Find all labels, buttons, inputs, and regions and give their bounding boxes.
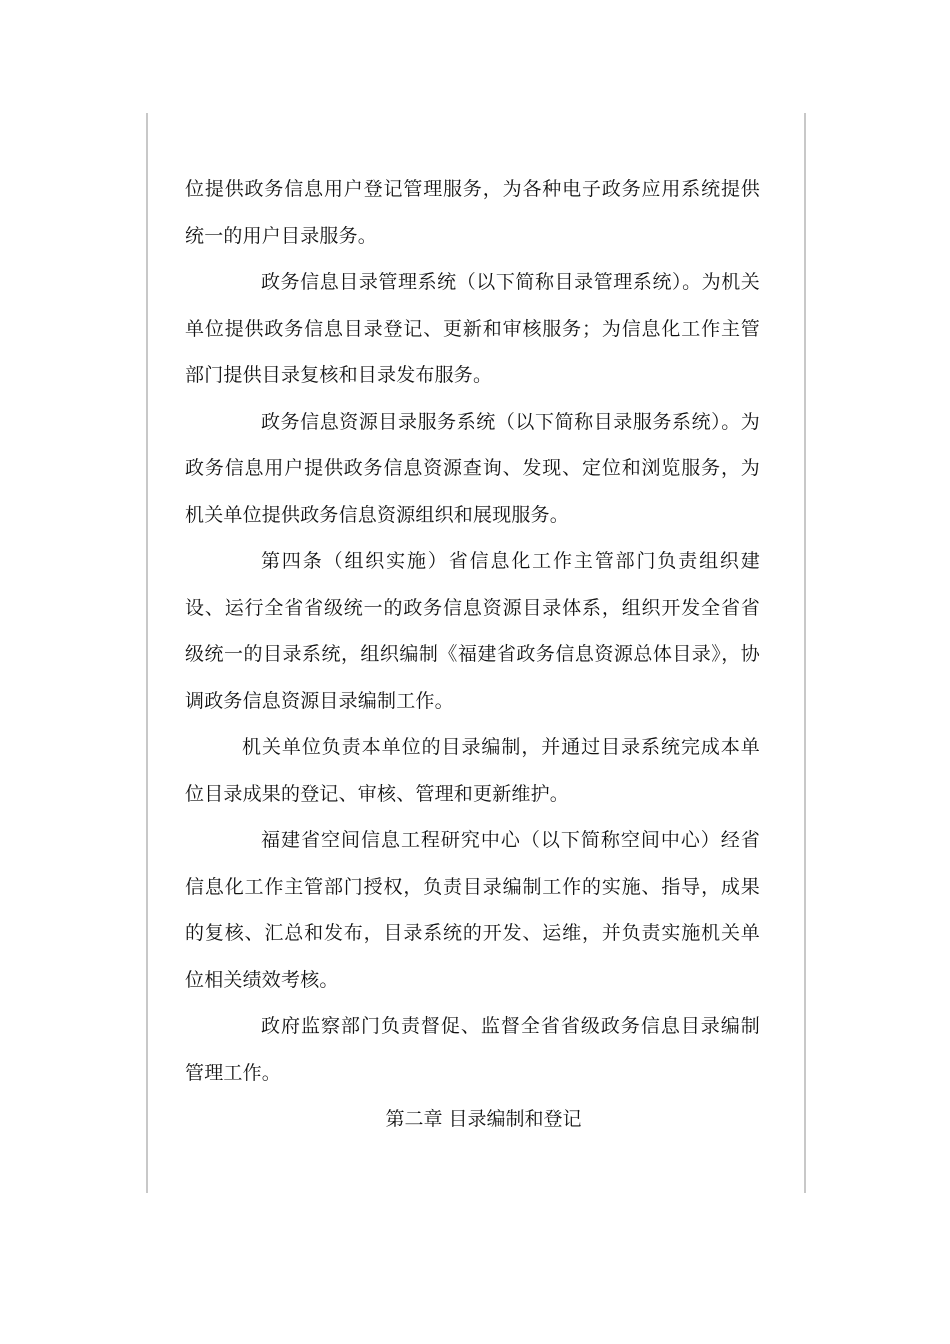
paragraph-3: 政务信息资源目录服务系统（以下简称目录服务系统）。为政务信息用户提供政务信息资源查询、发现、定位和浏览服务，为机关单位提供政务信息资源组织和展现服务。 <box>185 410 760 526</box>
paragraph-6: 福建省空间信息工程研究中心（以下简称空间中心）经省信息化工作主管部门授权，负责目录编制工作的实施、指导，成果的复核、汇总和发布，目录系统的开发、运维，并负责实施机关单位相关绩效考核。 <box>185 829 760 991</box>
paragraph-4: 第四条（组织实施）省信息化工作主管部门负责组织建设、运行全省省级统一的政务信息资源目录体系，组织开发全省省级统一的目录系统，组织编制《福建省政务信息资源总体目录》，协调政务信息资源目录编制工作。 <box>185 550 760 712</box>
paragraph-7: 政府监察部门负责督促、监督全省省级政务信息目录编制管理工作。 <box>185 1015 760 1084</box>
paragraph-2: 政务信息目录管理系统（以下简称目录管理系统）。为机关单位提供政务信息目录登记、更新和审核服务；为信息化工作主管部门提供目录复核和目录发布服务。 <box>185 271 760 386</box>
page-border-left <box>146 113 148 1193</box>
paragraph-5: 机关单位负责本单位的目录编制，并通过目录系统完成本单位目录成果的登记、审核、管理和更新维护。 <box>185 736 760 805</box>
chapter-heading: 第二章 目录编制和登记 <box>385 1108 582 1130</box>
document-body <box>185 166 760 1143</box>
page-border-right <box>804 113 806 1193</box>
paragraph-1: 位提供政务信息用户登记管理服务，为各种电子政务应用系统提供统一的用户目录服务。 <box>185 178 760 247</box>
